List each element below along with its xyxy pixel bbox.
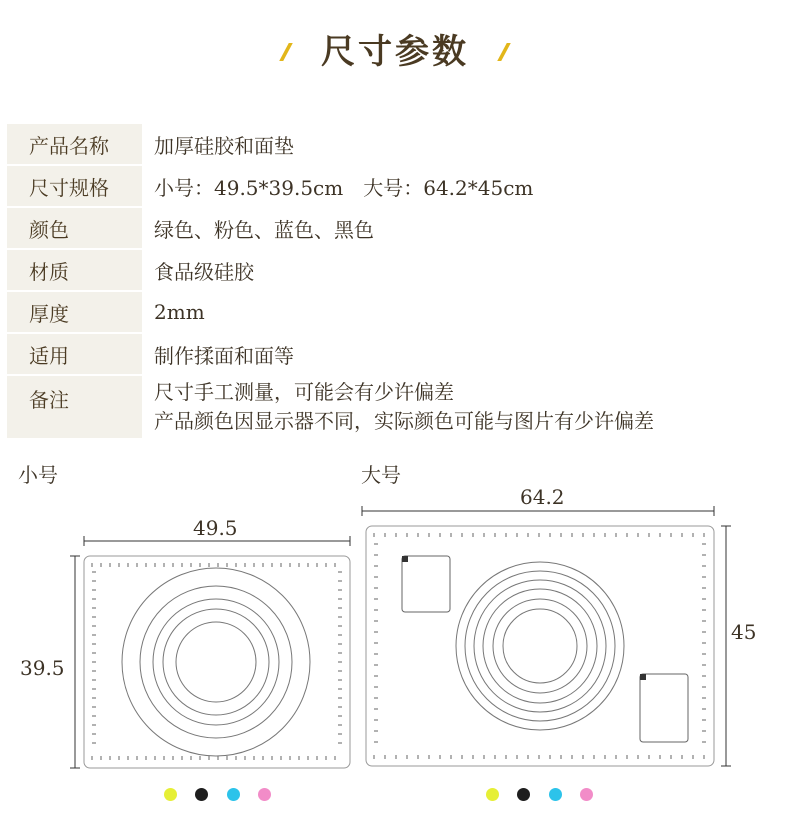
color-swatch-black [195, 788, 208, 801]
color-swatch-blue [227, 788, 240, 801]
spec-label: 尺寸规格 [7, 166, 142, 206]
color-swatch-green [486, 788, 499, 801]
small-height-label: 39.5 [20, 656, 65, 680]
spec-value-text: 食品级硅胶 [154, 259, 254, 284]
large-size-label: 大号 [361, 463, 401, 487]
page-title: 尺寸参数 [321, 32, 469, 72]
large-width-label: 64.2 [520, 485, 565, 509]
spec-label: 产品名称 [7, 124, 142, 164]
small-mat [84, 556, 350, 768]
spec-value-text: 绿色、粉色、蓝色、黑色 [154, 217, 374, 242]
spec-value-text: 尺寸手工测量，可能会有少许偏差 [154, 380, 454, 404]
color-swatch-black [517, 788, 530, 801]
spec-value-text: 加厚硅胶和面垫 [154, 133, 294, 158]
large-mat-temp-icon [640, 674, 646, 680]
small-size-label: 小号 [18, 463, 58, 487]
color-swatch-pink [580, 788, 593, 801]
color-swatch-blue [549, 788, 562, 801]
spec-value-text-line2: 产品颜色因显示器不同，实际颜色可能与图片有少许偏差 [154, 409, 654, 433]
color-swatch-pink [258, 788, 271, 801]
large-height-label: 45 [731, 620, 757, 644]
spec-value-text: 制作揉面和面等 [154, 343, 294, 368]
spec-label: 适用 [7, 334, 142, 374]
spec-value-text: 2mm [154, 300, 205, 324]
small-width-label: 49.5 [193, 516, 238, 540]
large-mat [366, 526, 714, 766]
spec-label: 厚度 [7, 292, 142, 332]
spec-label: 备注 [7, 376, 142, 438]
spec-label: 材质 [7, 250, 142, 290]
spec-value-text: 小号：49.5*39.5cm 大号：64.2*45cm [154, 175, 534, 200]
spec-label: 颜色 [7, 208, 142, 248]
color-swatch-green [164, 788, 177, 801]
large-mat-chart-icon [402, 556, 408, 562]
